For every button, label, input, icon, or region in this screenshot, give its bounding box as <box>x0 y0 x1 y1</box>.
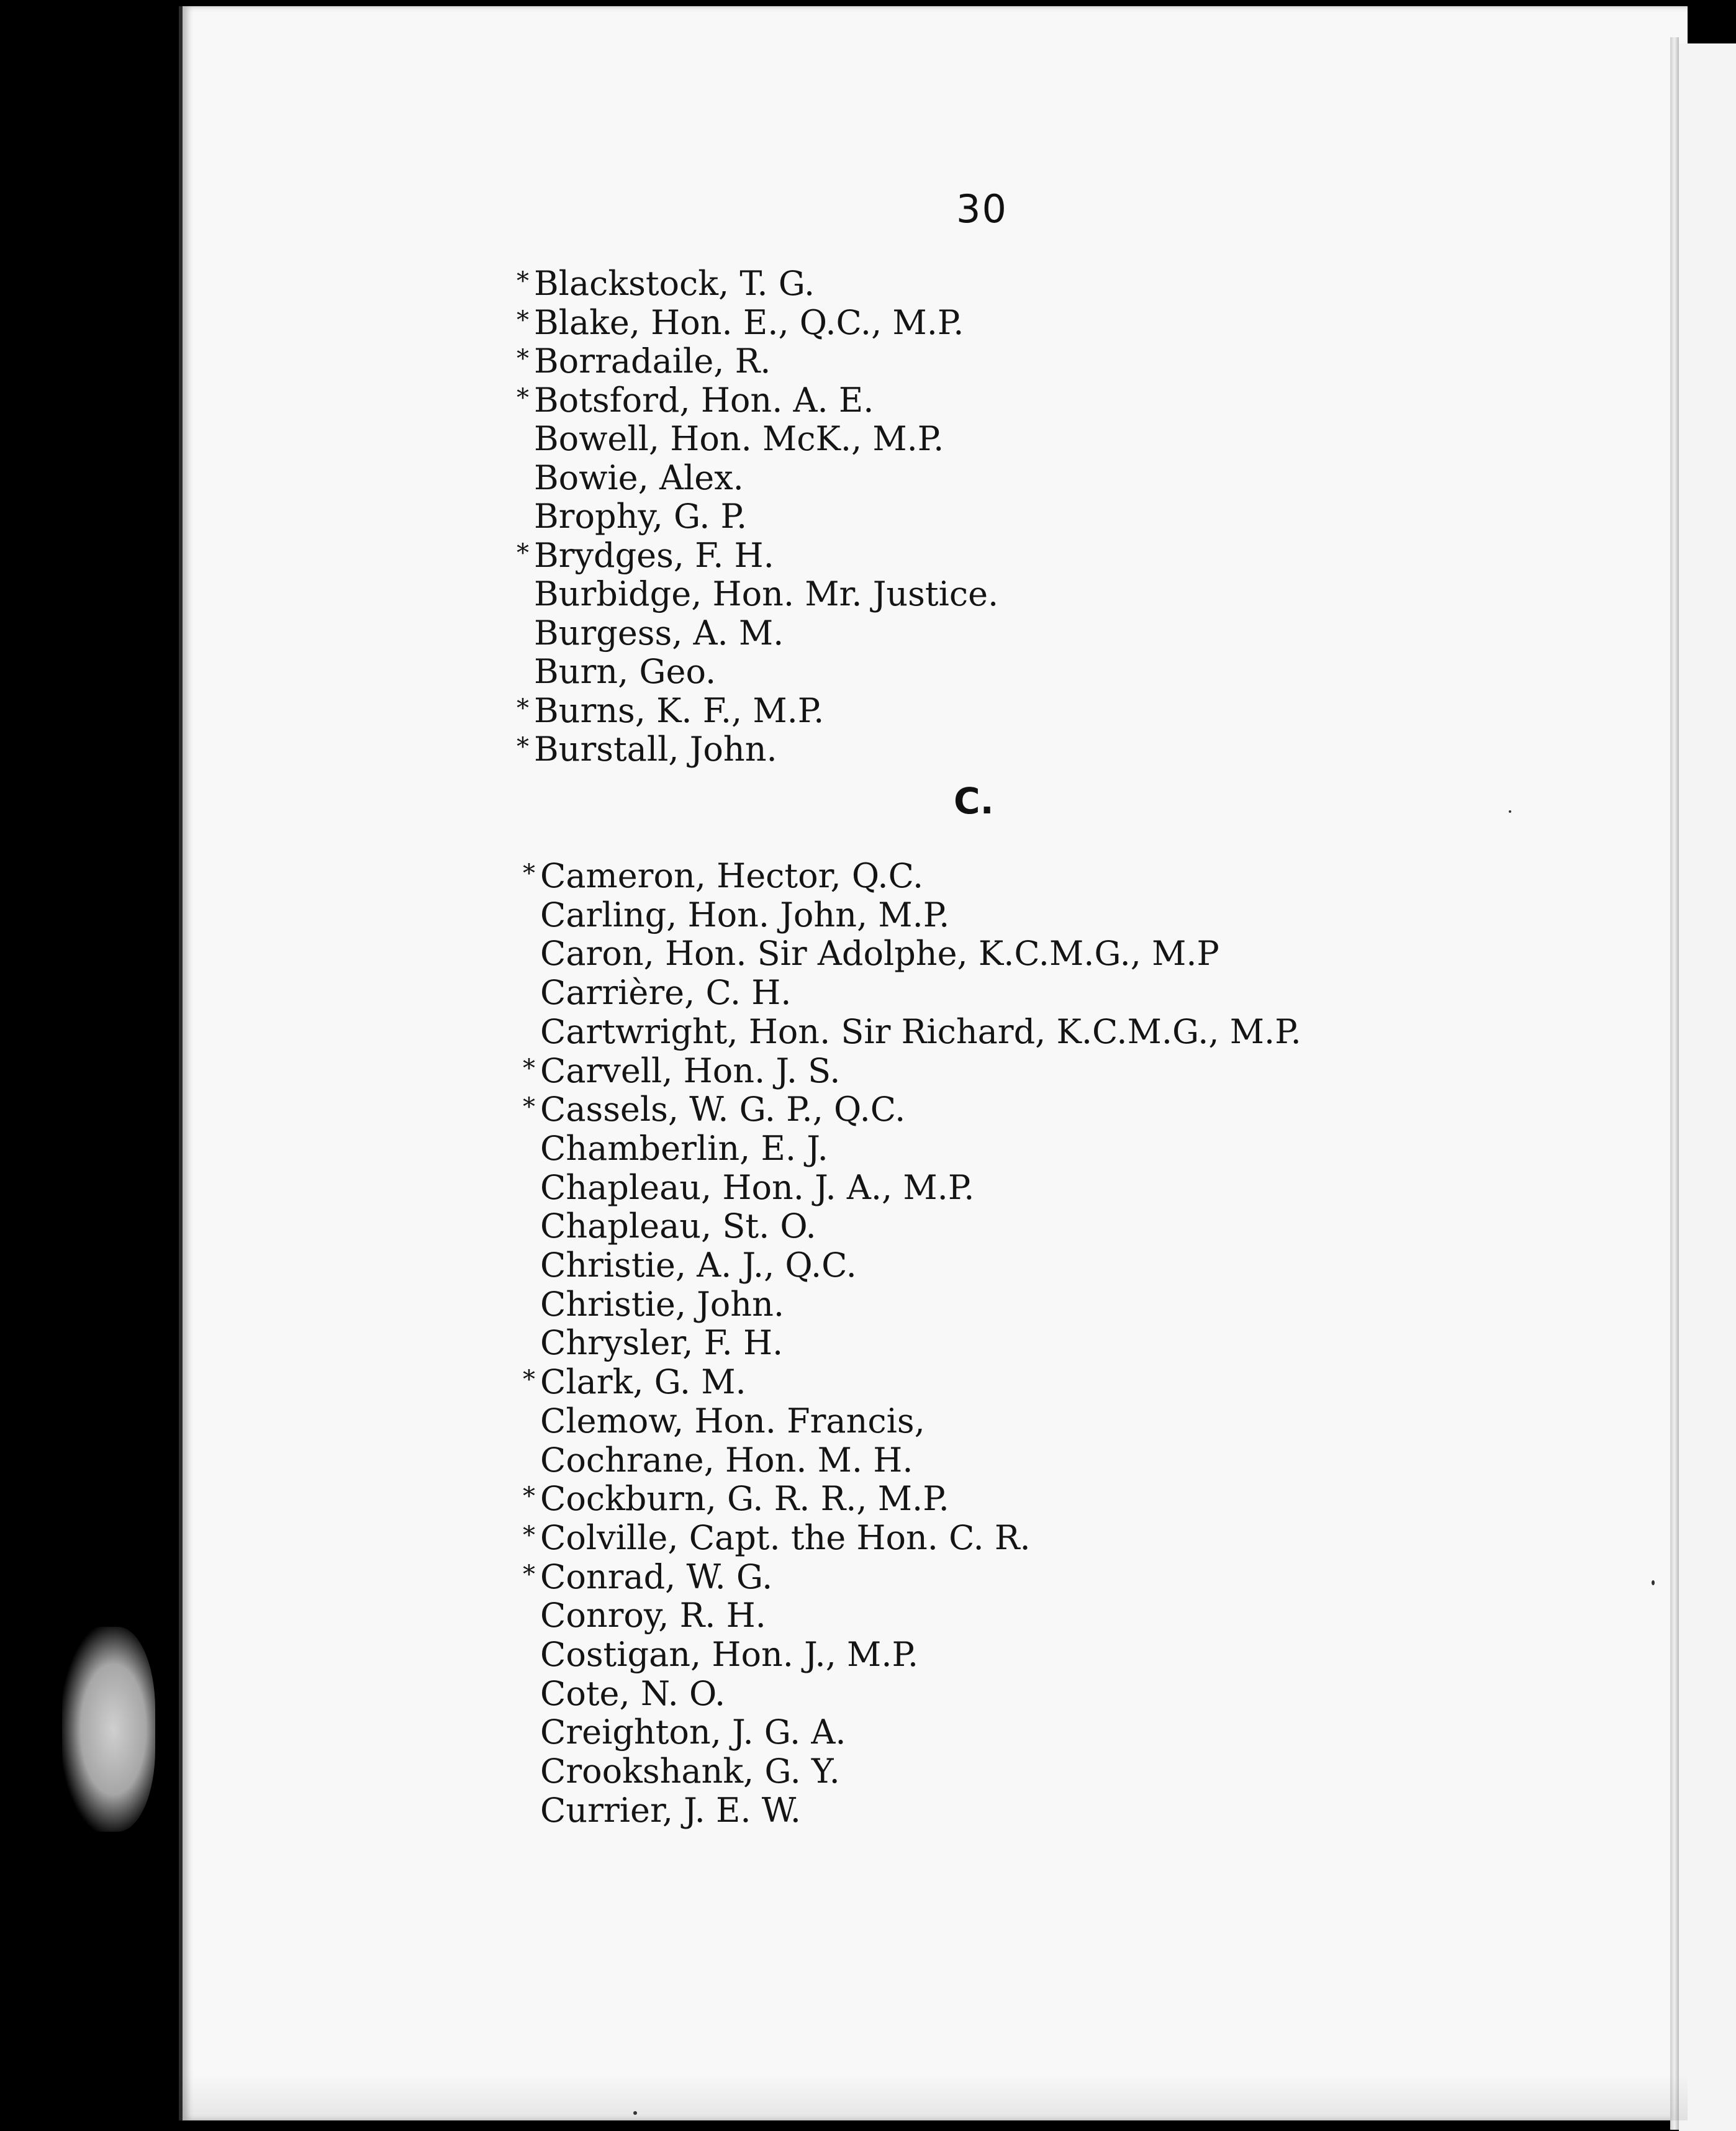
entry-name: Chamberlin, E. J. <box>540 1128 828 1168</box>
list-item <box>540 974 1301 1013</box>
list-item <box>540 1636 1301 1675</box>
list-item <box>534 459 998 498</box>
list-item <box>540 1791 1301 1830</box>
entry-name: Burn, Geo. <box>534 652 717 691</box>
list-item <box>523 1557 1301 1597</box>
list-item <box>534 497 998 536</box>
entry-name: Burgess, A. M. <box>534 613 784 653</box>
entry-name: Cartwright, Hon. Sir Richard, K.C.M.G., M.P. <box>540 1011 1301 1051</box>
paper-speck <box>1652 1580 1655 1585</box>
entry-name: Conroy, R. H. <box>540 1596 766 1636</box>
list-item <box>517 264 998 304</box>
list-item <box>517 730 998 769</box>
list-item <box>540 1013 1301 1052</box>
entry-name: Bowie, Alex. <box>534 458 744 497</box>
list-item <box>540 1596 1301 1636</box>
list-item <box>523 856 1301 896</box>
entry-name: Creighton, J. G. A. <box>540 1712 846 1752</box>
entry-name: Christie, John. <box>540 1284 785 1324</box>
asterisk-mark: * <box>523 1054 535 1083</box>
list-item <box>540 1752 1301 1791</box>
list-item <box>540 1713 1301 1752</box>
entry-name: Bowell, Hon. McK., M.P. <box>534 419 944 458</box>
entry-name: Christie, A. J., Q.C. <box>540 1246 857 1285</box>
asterisk-mark: * <box>517 538 529 568</box>
asterisk-mark: * <box>517 694 529 723</box>
asterisk-mark: * <box>523 1093 535 1122</box>
list-item <box>523 1518 1301 1558</box>
list-item <box>534 575 998 614</box>
entry-name: Chrysler, F. H. <box>540 1323 784 1363</box>
list-item <box>534 614 998 653</box>
list-item <box>517 380 998 420</box>
list-item <box>517 690 998 731</box>
list-item <box>540 934 1301 974</box>
entry-name: Crookshank, G. Y. <box>540 1752 840 1791</box>
asterisk-mark: * <box>523 859 535 888</box>
list-item <box>540 1324 1301 1363</box>
paper-speck <box>1509 810 1511 813</box>
entry-name: Clemow, Hon. Francis, <box>540 1401 925 1441</box>
entry-name: Clark, G. M. <box>540 1362 746 1402</box>
entry-name: Chapleau, St. O. <box>540 1206 816 1246</box>
list-item <box>540 1207 1301 1246</box>
entry-name: Borradaile, R. <box>534 342 771 381</box>
list-item <box>517 342 998 381</box>
paper-damage-smudge <box>62 1627 155 1832</box>
entry-name: Burstall, John. <box>534 730 777 769</box>
list-item <box>534 653 998 692</box>
facing-page-edge <box>1679 43 1736 2131</box>
entry-name: Cochrane, Hon. M. H. <box>540 1440 913 1480</box>
list-item <box>523 1051 1301 1091</box>
asterisk-mark: * <box>517 305 529 335</box>
entry-name: Cassels, W. G. P., Q.C. <box>540 1090 906 1129</box>
entry-name: Costigan, Hon. J., M.P. <box>540 1635 919 1675</box>
entry-name: Conrad, W. G. <box>540 1557 773 1596</box>
asterisk-mark: * <box>517 345 529 373</box>
list-item <box>534 420 998 459</box>
entry-name: Cote, N. O. <box>540 1673 726 1713</box>
entry-name: Botsford, Hon. A. E. <box>534 380 874 420</box>
entry-name: Carvell, Hon. J. S. <box>540 1051 841 1090</box>
list-item <box>540 1402 1301 1441</box>
entry-name: Burns, K. F., M.P. <box>534 690 825 730</box>
entry-name: Cameron, Hector, Q.C. <box>540 856 924 895</box>
entry-name: Cockburn, G. R. R., M.P. <box>540 1479 949 1519</box>
list-item <box>540 1129 1301 1169</box>
asterisk-mark: * <box>523 1365 535 1395</box>
page-gutter <box>1670 37 1679 2130</box>
asterisk-mark: * <box>523 1521 535 1550</box>
list-item <box>540 1441 1301 1480</box>
entry-name: Currier, J. E. W. <box>540 1790 801 1830</box>
list-item <box>540 896 1301 935</box>
list-item <box>540 1246 1301 1285</box>
entry-name: Brophy, G. P. <box>534 497 748 536</box>
list-item <box>523 1479 1301 1519</box>
entry-name: Blake, Hon. E., Q.C., M.P. <box>534 302 964 342</box>
name-list-b <box>517 264 999 769</box>
section-heading-c: C. <box>954 780 994 822</box>
entry-name: Carrière, C. H. <box>540 973 792 1013</box>
entry-name: Carling, Hon. John, M.P. <box>540 895 950 934</box>
asterisk-mark: * <box>523 1482 535 1511</box>
asterisk-mark: * <box>517 383 529 412</box>
asterisk-mark: * <box>517 267 529 296</box>
list-item <box>517 302 998 343</box>
list-item <box>523 1362 1301 1402</box>
list-item <box>540 1169 1301 1208</box>
page-bottom-shadow <box>179 2074 1688 2120</box>
entry-name: Burbidge, Hon. Mr. Justice. <box>534 574 999 613</box>
paper-speck <box>633 2111 637 2115</box>
entry-name: Chapleau, Hon. J. A., M.P. <box>540 1167 975 1207</box>
list-item <box>540 1675 1301 1714</box>
list-item <box>540 1285 1301 1324</box>
asterisk-mark: * <box>523 1560 535 1589</box>
list-item <box>517 535 998 576</box>
list-item <box>523 1090 1301 1129</box>
page-number: 30 <box>956 186 1008 232</box>
name-list-c <box>523 856 1301 1830</box>
entry-name: Brydges, F. H. <box>534 535 774 575</box>
entry-name: Blackstock, T. G. <box>534 264 815 303</box>
asterisk-mark: * <box>517 733 529 761</box>
entry-name: Caron, Hon. Sir Adolphe, K.C.M.G., M.P <box>540 934 1219 974</box>
entry-name: Colville, Capt. the Hon. C. R. <box>540 1518 1031 1557</box>
